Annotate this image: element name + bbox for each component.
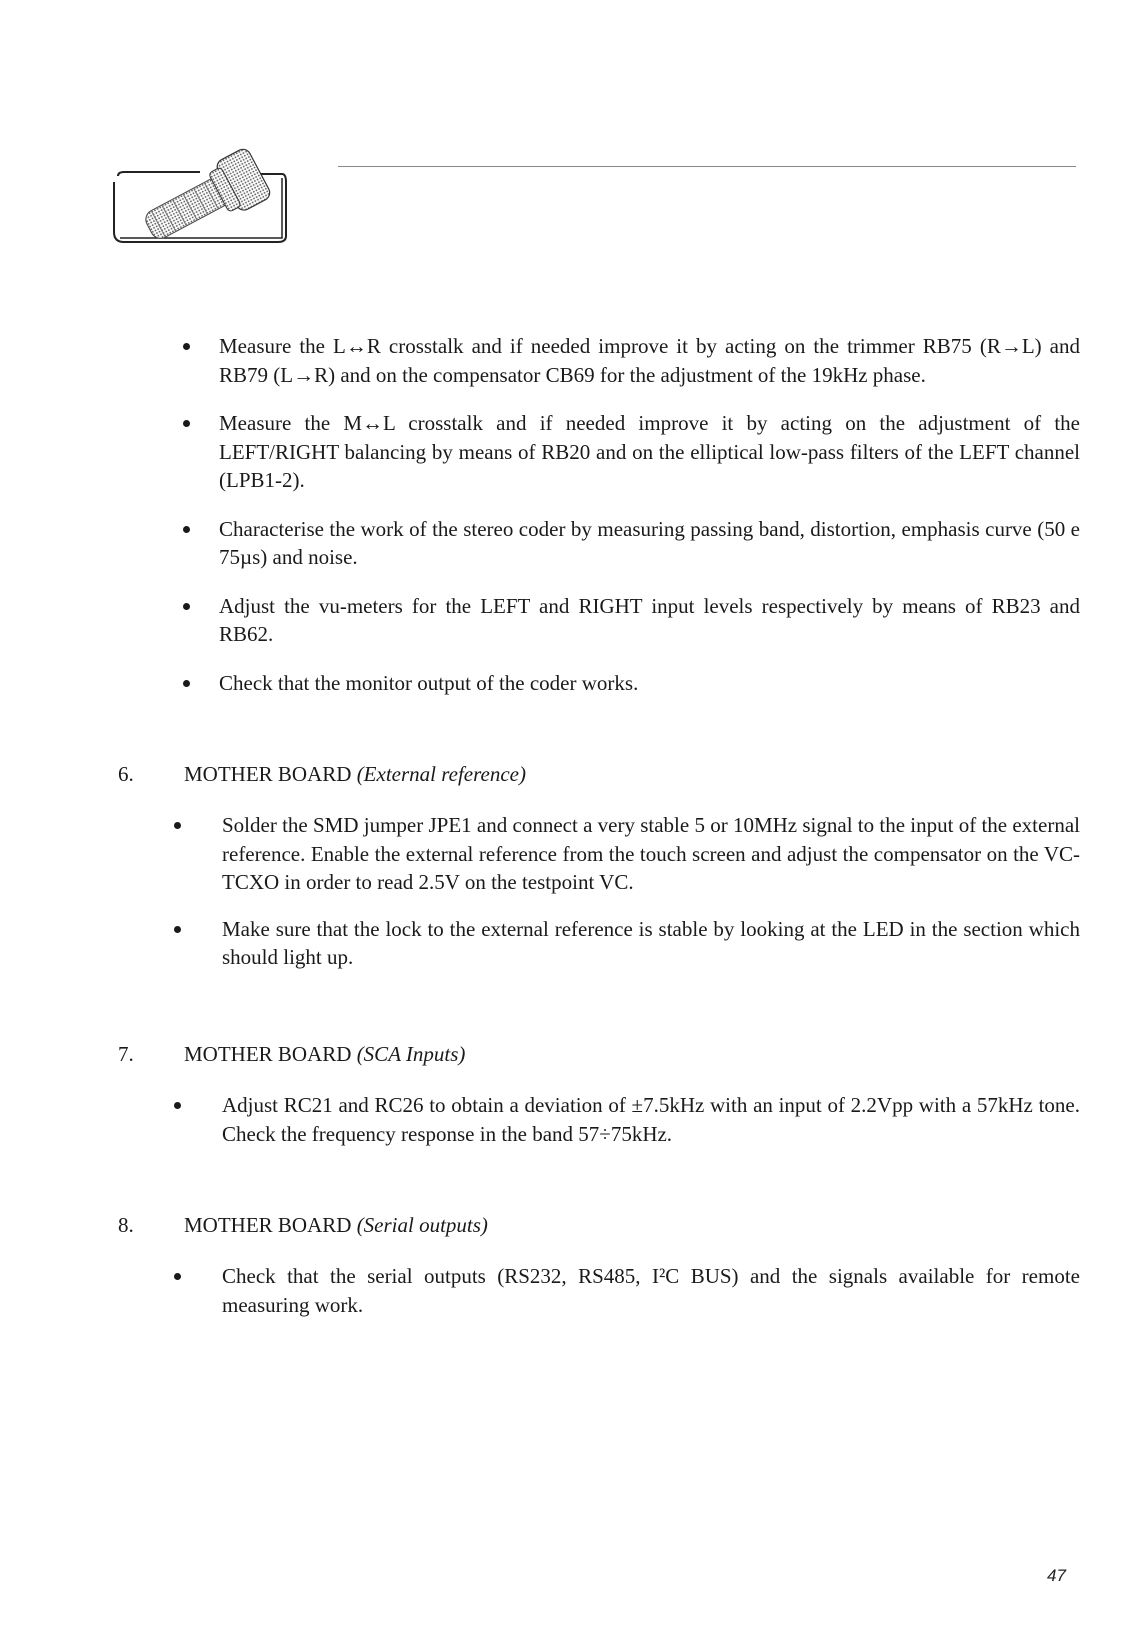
section-heading (118, 759, 1080, 789)
section-subtitle: (SCA Inputs) (356, 1042, 466, 1066)
list-item: Characterise the work of the stereo coder by measuring passing band, distortion, emphasis curve (50 e 75µs) and noise. (176, 515, 1080, 572)
section-serial-outputs (118, 1210, 1080, 1337)
list-item: Adjust RC21 and RC26 to obtain a deviation of ±7.5kHz with an input of 2.2Vpp with a 57kHz tone. Check the frequency response in the band 57÷75kHz. (170, 1091, 1080, 1148)
list-item: Measure the M↔L crosstalk and if needed improve it by acting on the adjustment of the LEFT/RIGHT balancing by means of RB20 and on the elliptical low-pass filters of the LEFT channel (LPB1-2). (176, 409, 1080, 495)
section-title: MOTHER BOARD (184, 1213, 352, 1237)
list-item: Adjust the vu-meters for the LEFT and RIGHT input levels respectively by means of RB23 and RB62. (176, 592, 1080, 649)
section-bullet-list (118, 1262, 1080, 1319)
section-heading (118, 1039, 1080, 1069)
section-number: 8. (118, 1213, 134, 1237)
list-item: Solder the SMD jumper JPE1 and connect a very stable 5 or 10MHz signal to the input of the external reference. Enable the external reference from the touch screen and adjust the compensator on the VC-TCXO in order to read 2.5V on the testpoint VC. (170, 811, 1080, 897)
list-item: Make sure that the lock to the external reference is stable by looking at the LED in the section which should light up. (170, 915, 1080, 972)
section-bullet-list (118, 811, 1080, 972)
section-subtitle: (Serial outputs) (356, 1213, 488, 1237)
section-title: MOTHER BOARD (184, 1042, 352, 1066)
screw-icon (110, 138, 292, 254)
top-bullet-list (176, 332, 1080, 717)
header-rule (338, 166, 1076, 167)
section-number: 7. (118, 1042, 134, 1066)
section-bullet-list (118, 1091, 1080, 1148)
section-heading (118, 1210, 1080, 1240)
section-number: 6. (118, 762, 134, 786)
section-external-reference (118, 759, 1080, 990)
page-number: 47 (1047, 1566, 1066, 1585)
section-sca-inputs (118, 1039, 1080, 1166)
section-title: MOTHER BOARD (184, 762, 352, 786)
list-item: Check that the monitor output of the coder works. (176, 669, 1080, 698)
list-item: Check that the serial outputs (RS232, RS485, I²C BUS) and the signals available for remote measuring work. (170, 1262, 1080, 1319)
list-item: Measure the L↔R crosstalk and if needed improve it by acting on the trimmer RB75 (R→L) and RB79 (L→R) and on the compensator CB69 for the adjustment of the 19kHz phase. (176, 332, 1080, 389)
section-subtitle: (External reference) (356, 762, 526, 786)
